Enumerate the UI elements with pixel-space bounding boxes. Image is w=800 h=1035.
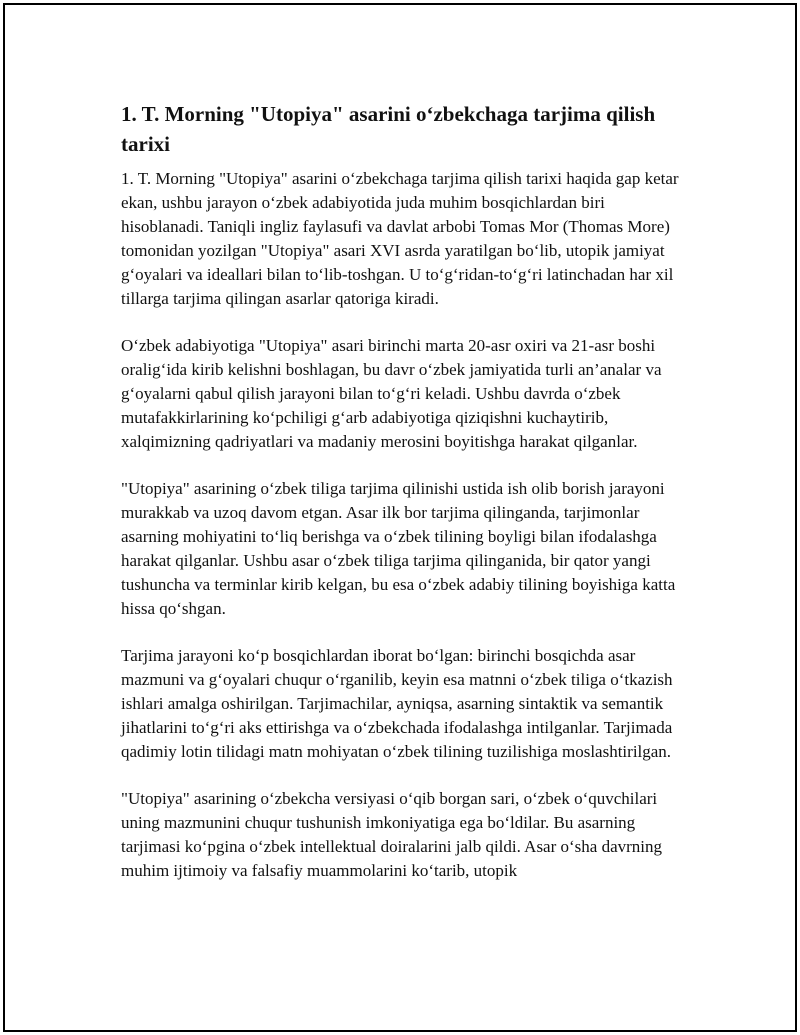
paragraph-4: Tarjima jarayoni ko‘p bosqichlardan iborat bo‘lgan: birinchi bosqichda asar mazmuni va g‘oyalari chuqur o‘rganilib, keyin esa matnni o‘zbek tiliga o‘tkazish ishlari amalga oshirilgan. Tarjimachilar, ayniqsa, asarning sintaktik va semantik jihatlarini to‘g‘ri aks ettirishga va o‘zbekchada ifodalashga intilganlar. Tarjimada qadimiy lotin tilidagi matn mohiyatan o‘zbek tilining tuzilishiga moslashtirilgan. (121, 646, 673, 761)
document-body (121, 99, 691, 906)
paragraph-2: O‘zbek adabiyotiga "Utopiya" asari birinchi marta 20-asr oxiri va 21-asr boshi oralig‘ida kirib kelishni boshlagan, bu davr o‘zbek jamiyatida turli an’analar va g‘oyalarni qabul qilish jarayoni bilan to‘g‘ri keladi. Ushbu davrda o‘zbek mutafakkirlarining ko‘pchiligi g‘arb adabiyotiga qiziqishni kuchaytirib, xalqimizning qadriyatlari va madaniy merosini boyitishga harakat qilganlar. (121, 336, 662, 451)
page-frame (3, 3, 797, 1032)
paragraph-1: 1. T. Morning "Utopiya" asarini o‘zbekchaga tarjima qilish tarixi haqida gap ketar ekan, ushbu jarayon o‘zbek adabiyotida juda muhim bosqichlardan biri hisoblanadi. Taniqli ingliz faylasufi va davlat arbobi Tomas Mor (Thomas More) tomonidan yozilgan "Utopiya" asari XVI asrda yaratilgan bo‘lib, utopik jamiyat g‘oyalari va ideallari bilan to‘lib-toshgan. U to‘g‘ridan-to‘g‘ri latinchadan har xil tillarga tarjima qilingan asarlar qatoriga kiradi. (121, 169, 679, 308)
paragraph-3: "Utopiya" asarining o‘zbek tiliga tarjima qilinishi ustida ish olib borish jarayoni murakkab va uzoq davom etgan. Asar ilk bor tarjima qilinganda, tarjimonlar asarning mohiyatini to‘liq berishga va o‘zbek tilining boyligi bilan ifodalashga harakat qilganlar. Ushbu asar o‘zbek tiliga tarjima qilinganida, bir qator yangi tushuncha va terminlar kirib kelgan, bu esa o‘zbek adabiy tilining boyishiga katta hissa qo‘shgan. (121, 479, 676, 618)
document-title: 1. T. Morning "Utopiya" asarini o‘zbekchaga tarjima qilish tarixi (121, 102, 656, 156)
paragraph-5: "Utopiya" asarining o‘zbekcha versiyasi o‘qib borgan sari, o‘zbek o‘quvchilari uning mazmunini chuqur tushunish imkoniyatiga ega bo‘ldilar. Bu asarning tarjimasi ko‘pgina o‘zbek intellektual doiralarini jalb qildi. Asar o‘sha davrning muhim ijtimoiy va falsafiy muammolarini ko‘tarib, utopik (121, 789, 663, 880)
